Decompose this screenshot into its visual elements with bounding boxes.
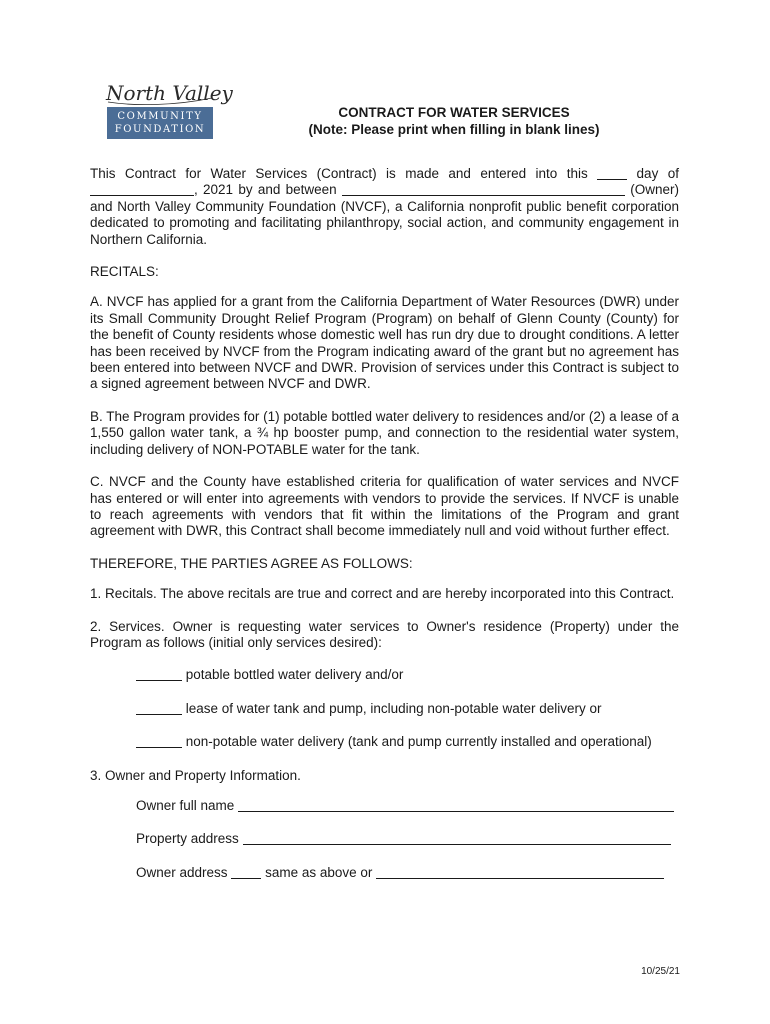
same-as-above-blank[interactable] bbox=[231, 865, 261, 879]
logo-community: COMMUNITY bbox=[117, 111, 203, 122]
owner-address-line[interactable] bbox=[376, 865, 664, 879]
initial-blank-non-potable[interactable] bbox=[136, 734, 182, 748]
therefore-heading: THEREFORE, THE PARTIES AGREE AS FOLLOWS: bbox=[90, 555, 413, 571]
property-address-field bbox=[136, 831, 679, 847]
option-non-potable bbox=[136, 734, 679, 750]
logo-script-text: North Valley bbox=[106, 81, 233, 105]
owner-address-field bbox=[136, 865, 679, 881]
intro-part5: and North Valley Community Foundation (NVCF), a California nonprofit public benefit corporation dedicated to promoting and facilitating philanthropy, social action, and community engagement in Northern California. bbox=[90, 198, 679, 247]
owner-name-label: Owner full name bbox=[136, 797, 235, 813]
owner-name-blank[interactable] bbox=[342, 182, 625, 196]
recital-b: B. The Program provides for (1) potable bottled water delivery to residences and/or (2) a lease of a 1,550 gallon water tank, a ¾ hp booster pump, and connection to the residential water system, including delivery of NON-POTABLE water for the tank. bbox=[90, 408, 679, 457]
intro-part3: , 2021 by and between bbox=[194, 182, 337, 198]
option-label: lease of water tank and pump, including non-potable water delivery or bbox=[185, 700, 602, 716]
option-label: potable bottled water delivery and/or bbox=[185, 667, 404, 683]
initial-blank-tank[interactable] bbox=[136, 701, 182, 715]
recital-c: C. NVCF and the County have established criteria for qualification of water services and NVCF has entered or will enter into agreements with vendors to provide the services. If NVCF is unable to reach agreements with vendors that fit within the limitations of the Program and grant agreement with DWR, this Contract shall become immediately null and void without further effect. bbox=[90, 474, 679, 539]
section-1-recitals: 1. Recitals. The above recitals are true and correct and are hereby incorporated into this Contract. bbox=[90, 586, 675, 602]
option-tank-lease bbox=[136, 701, 679, 717]
document-subtitle: (Note: Please print when filling in blank lines) bbox=[308, 122, 600, 137]
document-header bbox=[230, 104, 678, 138]
month-blank[interactable] bbox=[90, 182, 194, 196]
option-bottled-water bbox=[136, 667, 679, 683]
same-as-above-label: same as above or bbox=[265, 864, 373, 880]
property-address-label: Property address bbox=[136, 831, 239, 847]
intro-paragraph bbox=[90, 166, 679, 248]
contract-body bbox=[90, 166, 679, 898]
logo-box bbox=[107, 107, 213, 139]
option-label: non-potable water delivery (tank and pump currently installed and operational) bbox=[185, 734, 652, 750]
initial-blank-bottled[interactable] bbox=[136, 667, 182, 681]
section-3-owner-info: 3. Owner and Property Information. bbox=[90, 767, 301, 783]
recitals-heading: RECITALS: bbox=[90, 264, 159, 280]
owner-name-field bbox=[136, 798, 679, 814]
intro-part4: (Owner) bbox=[630, 182, 679, 198]
footer-date: 10/25/21 bbox=[641, 966, 680, 977]
owner-name-line[interactable] bbox=[238, 798, 674, 812]
day-blank[interactable] bbox=[597, 166, 627, 180]
property-address-line[interactable] bbox=[243, 831, 671, 845]
intro-part2: day of bbox=[636, 166, 679, 181]
north-valley-script-logo bbox=[104, 76, 233, 108]
recital-a: A. NVCF has applied for a grant from the California Department of Water Resources (DWR) under its Small Community Drought Relief Program (Program) on behalf of Glenn County (County) for the benefit of County residents whose domestic well has run dry due to drought conditions. A letter has been received by NVCF from the Program indicating award of the grant but no agreement has been entered into between NVCF and DWR. Provision of services under this Contract is subject to a signed agreement between NVCF and DWR. bbox=[90, 294, 679, 392]
owner-address-label: Owner address bbox=[136, 864, 228, 880]
section-2-services: 2. Services. Owner is requesting water services to Owner's residence (Property) under the Program as follows (initial only services desired): bbox=[90, 618, 679, 650]
logo-foundation: FOUNDATION bbox=[114, 124, 206, 135]
nvcf-logo bbox=[104, 76, 233, 142]
intro-part1: This Contract for Water Services (Contract) is made and entered into this bbox=[90, 166, 588, 181]
document-title: CONTRACT FOR WATER SERVICES bbox=[338, 105, 570, 120]
